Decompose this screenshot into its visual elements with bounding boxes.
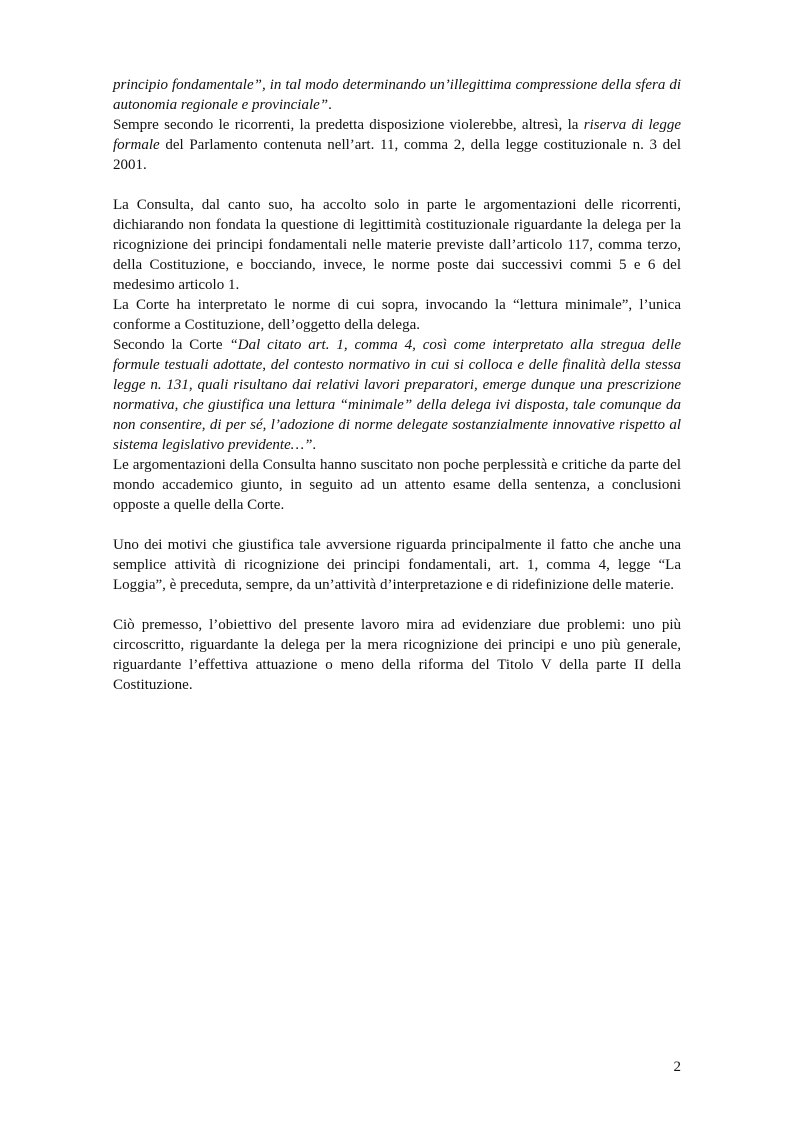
text: del Parlamento contenuta nell’art. 11, comma 2, della legge costituzionale n. 3 del 2001. bbox=[113, 137, 681, 173]
text: Ciò premesso, l’obiettivo del presente lavoro mira ad evidenziare due problemi: uno più circoscritto, riguardante la delega per la mera ricognizione dei principi e uno più generale, riguardante l’effettiva attuazione o meno della riforma del Titolo V della parte II della Costituzione. bbox=[113, 617, 681, 693]
body-text bbox=[113, 75, 681, 695]
paragraph-motivi bbox=[113, 535, 681, 595]
italic-text: riserva di legge formale bbox=[113, 117, 681, 153]
paragraph-perplessita bbox=[113, 455, 681, 515]
paragraph-riserva-di-legge bbox=[113, 115, 681, 175]
italic-text: principio fondamentale”, in tal modo determinando un’illegittima compressione della sfera di autonomia regionale e provinciale” bbox=[113, 77, 681, 113]
text: . bbox=[312, 437, 317, 453]
paragraph-consulta bbox=[113, 195, 681, 295]
text: La Consulta, dal canto suo, ha accolto solo in parte le argomentazioni delle ricorrenti, dichiarando non fondata la questione di legittimità costituzionale riguardante la delega per la ricognizione dei principi fondamentali nelle materie previste dall’articolo 117, comma terzo, della Costituzione, e bocciando, invece, le norme poste dai successivi commi 5 e 6 del medesimo articolo 1. bbox=[113, 197, 681, 293]
paragraph-obiettivo bbox=[113, 615, 681, 695]
paragraph-lettura-minimale bbox=[113, 295, 681, 335]
paragraph-continuation bbox=[113, 75, 681, 115]
text: Uno dei motivi che giustifica tale avversione riguarda principalmente il fatto che anche una semplice attività di ricognizione dei principi fondamentali, art. 1, comma 4, legge “La Loggia”, è preceduta, sempre, da un’attività d’interpretazione e di ridefinizione delle materie. bbox=[113, 537, 681, 593]
text: Secondo la Corte bbox=[113, 337, 230, 353]
italic-quote: “Dal citato art. 1, comma 4, così come interpretato alla stregua delle formule testuali adottate, del contesto normativo in cui si colloca e delle finalità della stessa legge n. 131, quali risultano dai relativi lavori preparatori, emerge dunque una prescrizione normativa, che giustifica una lettura “minimale” della delega ivi disposta, tale comunque da non consentire, di per sé, l’adozione di norme delegate sostanzialmente innovative rispetto al sistema legislativo previdente…” bbox=[113, 337, 681, 453]
text: Sempre secondo le ricorrenti, la predetta disposizione violerebbe, altresì, la bbox=[113, 117, 584, 133]
page-number: 2 bbox=[673, 1059, 681, 1075]
text: La Corte ha interpretato le norme di cui sopra, invocando la “lettura minimale”, l’unica conforme a Costituzione, dell’oggetto della delega. bbox=[113, 297, 681, 333]
text: Le argomentazioni della Consulta hanno suscitato non poche perplessità e critiche da parte del mondo accademico giunto, in seguito ad un attento esame della sentenza, a conclusioni opposte a quelle della Corte. bbox=[113, 457, 681, 513]
paragraph-quote-corte bbox=[113, 335, 681, 455]
text: . bbox=[328, 97, 332, 113]
